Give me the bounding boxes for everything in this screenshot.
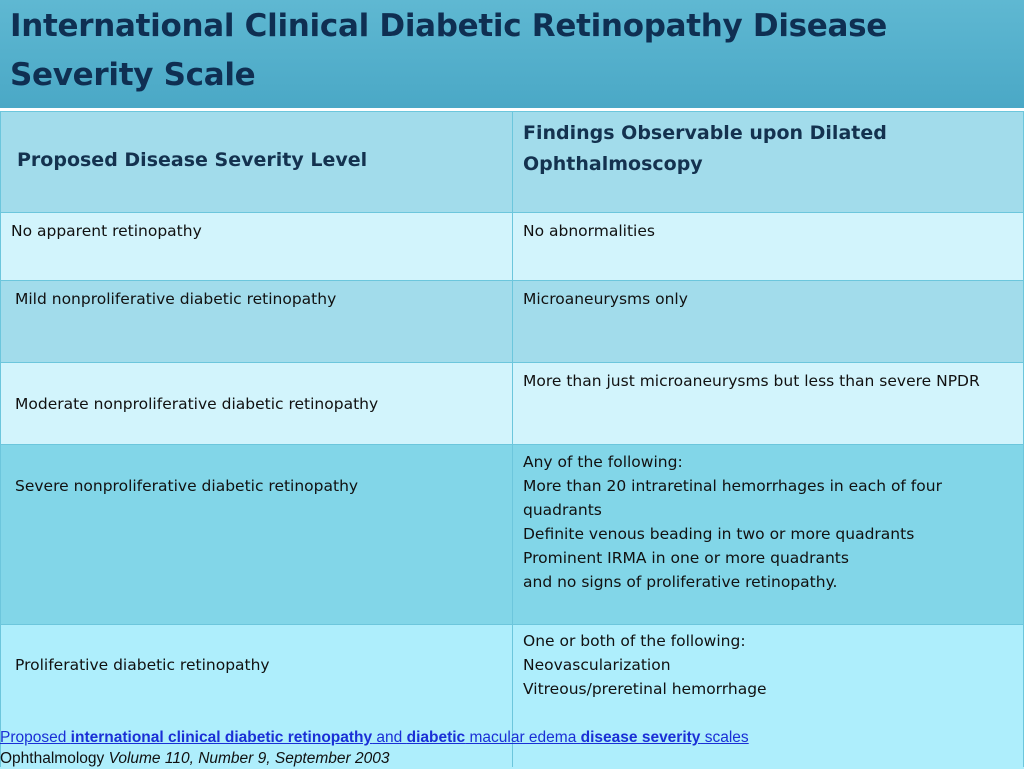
citation-link-text[interactable]: scales	[700, 729, 749, 746]
citation-link-text[interactable]: Proposed	[0, 729, 71, 746]
citation-journal: Ophthalmology	[0, 750, 105, 767]
header-findings-label: Findings Observable upon Dilated Ophthalmoscopy	[523, 122, 887, 175]
citation-link-text[interactable]: diabetic	[406, 729, 466, 746]
finding-line: Vitreous/preretinal hemorrhage	[523, 680, 767, 698]
findings	[513, 281, 1023, 311]
finding-line: Definite venous beading in two or more quadrants	[523, 525, 915, 543]
header-findings	[513, 112, 1024, 213]
findings	[513, 363, 1023, 393]
findings-cell	[513, 281, 1024, 363]
citation	[0, 727, 1024, 769]
citation-link-text[interactable]: macular edema	[465, 729, 581, 746]
severity-level: Proliferative diabetic retinopathy	[15, 656, 270, 674]
severity-level: Severe nonproliferative diabetic retinopathy	[15, 477, 359, 495]
findings-cell	[513, 213, 1024, 281]
findings	[513, 445, 983, 594]
severity-cell	[1, 281, 513, 363]
citation-link[interactable]	[0, 727, 1024, 748]
citation-source	[0, 748, 1024, 769]
citation-link-text[interactable]: disease severity	[580, 729, 701, 746]
citation-link-text[interactable]: international clinical diabetic retinopathy	[70, 729, 373, 746]
severity-table	[0, 111, 1024, 767]
table-row	[1, 363, 1024, 445]
finding-line: Microaneurysms only	[523, 290, 688, 308]
citation-link-text[interactable]: and	[372, 729, 407, 746]
header-severity-level-label: Proposed Disease Severity Level	[17, 149, 368, 171]
table-row	[1, 213, 1024, 281]
title-bar	[0, 0, 1024, 108]
findings	[513, 213, 1023, 243]
severity-cell	[1, 445, 513, 625]
severity-cell	[1, 213, 513, 281]
severity-level: No apparent retinopathy	[11, 222, 202, 240]
finding-line: Neovascularization	[523, 656, 671, 674]
severity-level: Moderate nonproliferative diabetic retinopathy	[15, 395, 379, 413]
table-row	[1, 281, 1024, 363]
finding-line: Any of the following:	[523, 453, 683, 471]
finding-line: More than just microaneurysms but less than severe NPDR	[523, 372, 980, 390]
finding-line: and no signs of proliferative retinopathy.	[523, 573, 838, 591]
severity-level: Mild nonproliferative diabetic retinopathy	[15, 290, 337, 308]
citation-details: Volume 110, Number 9, September 2003	[108, 750, 390, 767]
finding-line: More than 20 intraretinal hemorrhages in each of four quadrants	[523, 477, 942, 519]
finding-line: One or both of the following:	[523, 632, 746, 650]
finding-line: No abnormalities	[523, 222, 655, 240]
page-title: International Clinical Diabetic Retinopathy Disease Severity Scale	[10, 8, 888, 93]
table-row	[1, 445, 1024, 625]
header-severity-level	[1, 112, 513, 213]
findings-cell	[513, 363, 1024, 445]
table-header-row	[1, 112, 1024, 213]
findings	[513, 625, 1023, 701]
findings-cell	[513, 445, 1024, 625]
severity-cell	[1, 363, 513, 445]
finding-line: Prominent IRMA in one or more quadrants	[523, 549, 849, 567]
